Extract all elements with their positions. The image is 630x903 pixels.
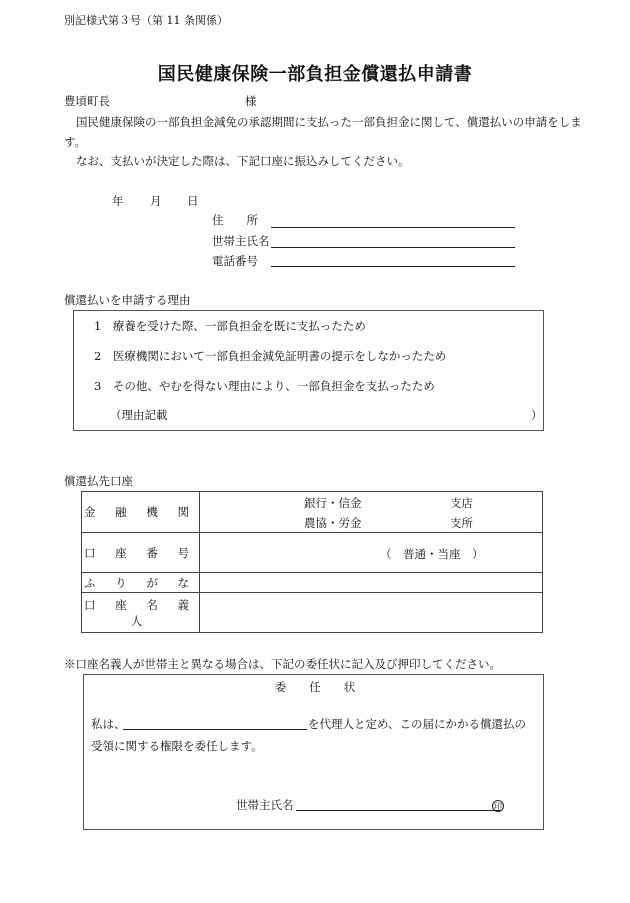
date-month-label: 月 [150, 194, 162, 208]
form-number-label: 別記様式第３号（第 11 条関係） [64, 14, 228, 27]
phone-field[interactable] [271, 266, 515, 267]
address-label: 住 所 [212, 213, 258, 227]
furigana-field[interactable] [200, 573, 543, 593]
account-heading: 償還払先口座 [64, 474, 133, 488]
phone-label: 電話番号 [212, 254, 258, 268]
bank-type-2: 農協・労金 [304, 516, 362, 530]
proxy-title: 委 任 状 [274, 680, 356, 694]
bank-label: 金 融 機 関 [82, 492, 200, 533]
account-holder-label: 口 座 名 義 人 [82, 593, 200, 633]
reason-item-1[interactable]: 1 療養を受けた際、一部負担金を既に支払ったため [94, 319, 366, 333]
proxy-text-start: 私は、 [91, 717, 126, 731]
page-title: 国民健康保険一部負担金償還払申請書 [157, 64, 473, 85]
reason-item-2[interactable]: 2 医療機関において一部負担金減免証明書の提示をしなかったため [94, 349, 447, 363]
account-type-options[interactable]: （ 普通・当座 ） [380, 546, 484, 561]
date-day-label: 日 [187, 194, 199, 208]
seal-icon: 印 [494, 802, 502, 811]
reason-note-open: （理由記載 [110, 408, 168, 422]
proxy-notice: ※口座名義人が世帯主と異なる場合は、下記の委任状に記入及び押印してください。 [64, 657, 501, 671]
request-paragraph: 国民健康保険の一部負担金減免の承認期間に支払った一部負担金に関して、償還払いの申請をします。 [64, 115, 582, 149]
seal-mark [492, 798, 504, 812]
reasons-heading: 償還払いを申請する理由 [64, 293, 191, 307]
bank-type-1: 銀行・信金 [304, 496, 362, 510]
branch-label-2: 支所 [450, 516, 473, 530]
account-number-label: 口 座 番 号 [82, 533, 200, 573]
addressee-honorific: 様 [245, 94, 257, 108]
proxy-text-middle: を代理人と定め、この届にかかる償還払の [308, 717, 527, 731]
householder-name-field[interactable] [271, 247, 515, 248]
reason-note-close: ） [531, 408, 543, 422]
proxy-signer-label: 世帯主氏名 [236, 798, 294, 812]
reason-item-3[interactable]: 3 その他、やむを得ない理由により、一部負担金を支払ったため [94, 379, 435, 393]
address-field[interactable] [271, 227, 515, 228]
date-year-label: 年 [112, 194, 124, 208]
branch-label-1: 支店 [450, 496, 473, 510]
proxy-signer-field[interactable] [296, 810, 502, 811]
account-table [81, 491, 543, 633]
account-holder-field[interactable] [200, 593, 543, 633]
furigana-label: ふ り が な [82, 573, 200, 593]
proxy-agent-field[interactable] [123, 729, 307, 730]
bank-field[interactable] [200, 492, 543, 533]
proxy-text-end: 受領に関する権限を委任します。 [91, 739, 263, 753]
addressee-name: 豊頃町長 [64, 94, 110, 108]
account-number-field[interactable] [200, 533, 543, 573]
householder-name-label: 世帯主氏名 [212, 234, 270, 248]
transfer-paragraph: なお、支払いが決定した際は、下記口座に振込みしてください。 [76, 154, 410, 168]
